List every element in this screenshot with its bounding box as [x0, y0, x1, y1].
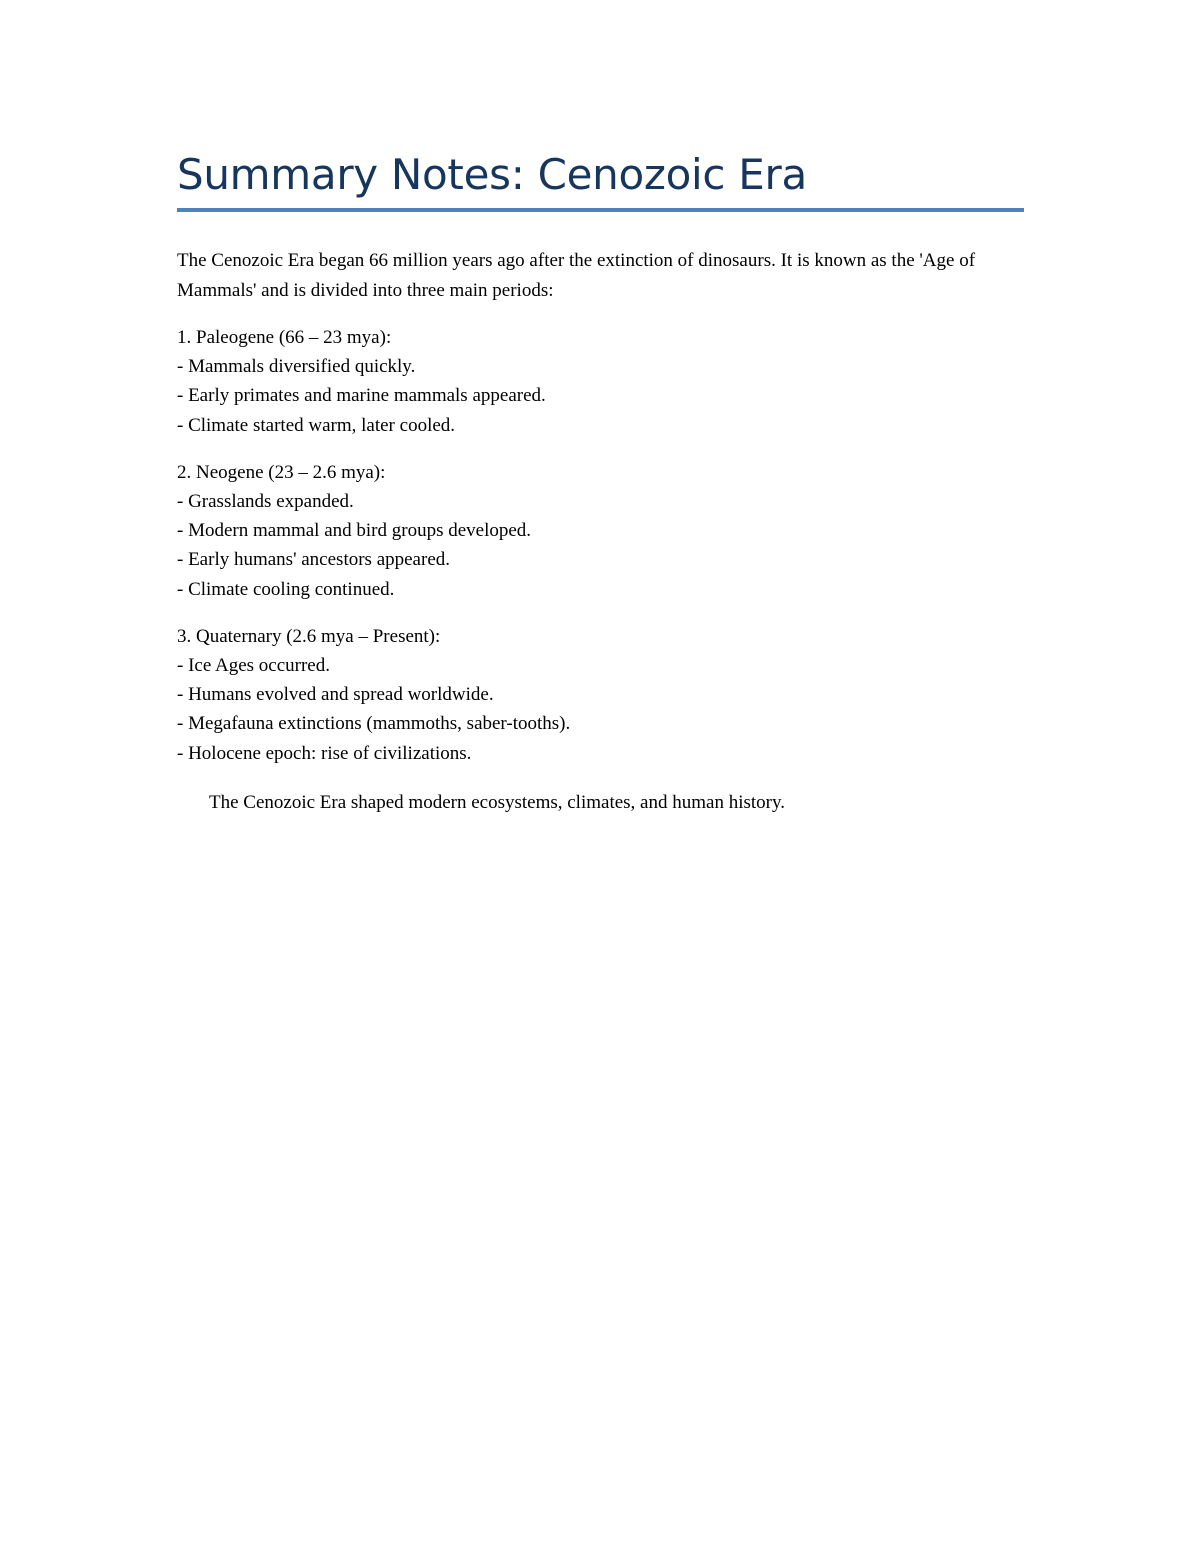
list-item: - Early primates and marine mammals appeared.: [177, 385, 546, 407]
document-content: [177, 146, 1024, 817]
list-item: - Humans evolved and spread worldwide.: [177, 684, 494, 706]
list-item: - Early humans' ancestors appeared.: [177, 549, 451, 571]
section-heading: 2. Neogene (23 – 2.6 mya):: [177, 461, 386, 483]
document-title: Summary Notes: Cenozoic Era: [177, 150, 807, 199]
title-underline: [177, 208, 1024, 212]
intro-paragraph: The Cenozoic Era began 66 million years ago after the extinction of dinosaurs. It is known as the 'Age of Mammals' and is divided into three main periods:: [177, 250, 976, 301]
list-item: - Grasslands expanded.: [177, 491, 354, 513]
section-paleogene: [177, 323, 1024, 440]
list-item: - Ice Ages occurred.: [177, 655, 330, 677]
list-item: - Modern mammal and bird groups developed.: [177, 520, 532, 542]
section-heading: 3. Quaternary (2.6 mya – Present):: [177, 625, 441, 647]
list-item: - Climate cooling continued.: [177, 578, 395, 600]
list-item: - Mammals diversified quickly.: [177, 356, 416, 378]
section-heading: 1. Paleogene (66 – 23 mya):: [177, 327, 392, 348]
section-quaternary: [177, 622, 1024, 768]
list-item: - Climate started warm, later cooled.: [177, 414, 456, 436]
closing-paragraph: The Cenozoic Era shaped modern ecosystems, climates, and human history.: [209, 791, 785, 813]
list-item: - Megafauna extinctions (mammoths, saber-tooths).: [177, 713, 571, 735]
list-item: - Holocene epoch: rise of civilizations.: [177, 742, 472, 764]
section-neogene: [177, 458, 1024, 604]
